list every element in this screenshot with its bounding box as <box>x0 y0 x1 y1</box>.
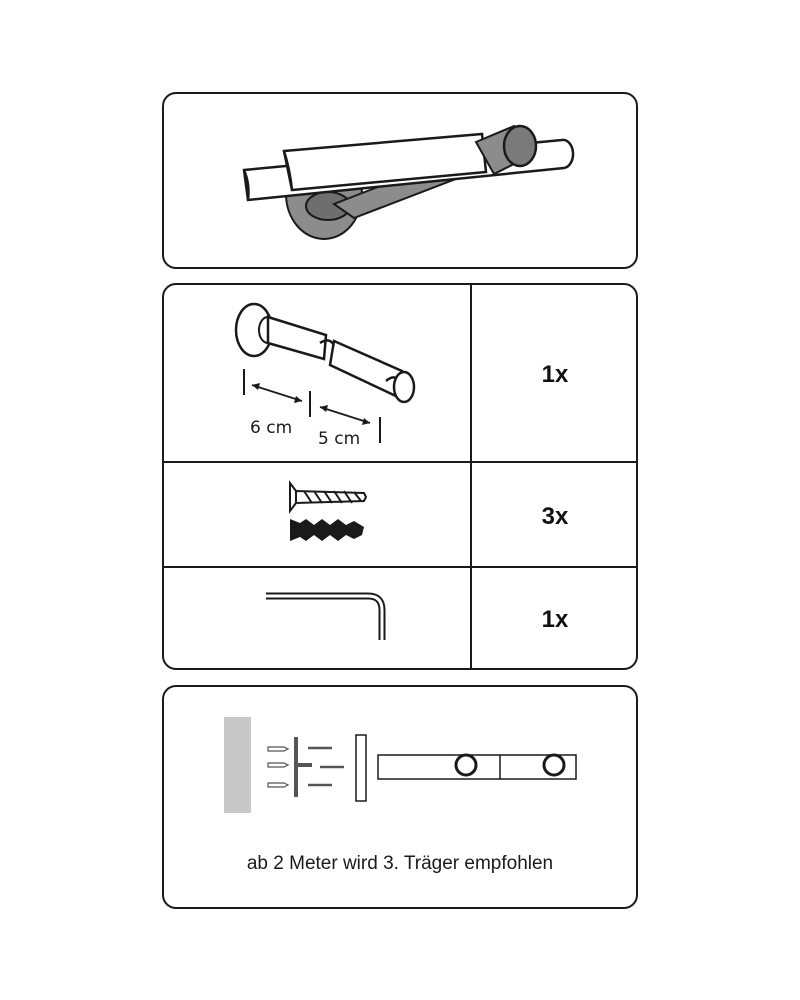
three-bracket-installation-diagram <box>164 687 640 827</box>
screw-and-wall-plug-illustration <box>164 463 470 568</box>
quantity-label: 1x <box>541 606 569 633</box>
dimension-label: 5 cm <box>318 429 361 449</box>
rod-bracket-assembled-illustration <box>164 94 640 271</box>
assembled-view-panel <box>162 92 638 269</box>
parts-table <box>162 283 638 670</box>
wall-icon <box>224 717 251 813</box>
installation-note-panel <box>162 685 638 909</box>
recommendation-text: ab 2 Meter wird 3. Träger empfohlen <box>246 853 554 874</box>
allen-key-illustration <box>164 568 470 670</box>
dimension-label: 6 cm <box>250 418 293 438</box>
wall-plug-icons <box>268 747 288 787</box>
bracket-end-icon <box>544 755 564 775</box>
screw-icons <box>308 748 344 785</box>
bracket-plate-icon <box>294 737 298 797</box>
double-rod-bracket-illustration <box>164 285 470 461</box>
rosette-side-icon <box>356 735 366 801</box>
quantity-label: 1x <box>541 361 569 388</box>
bracket-end-icon <box>456 755 476 775</box>
quantity-label: 3x <box>541 503 569 530</box>
